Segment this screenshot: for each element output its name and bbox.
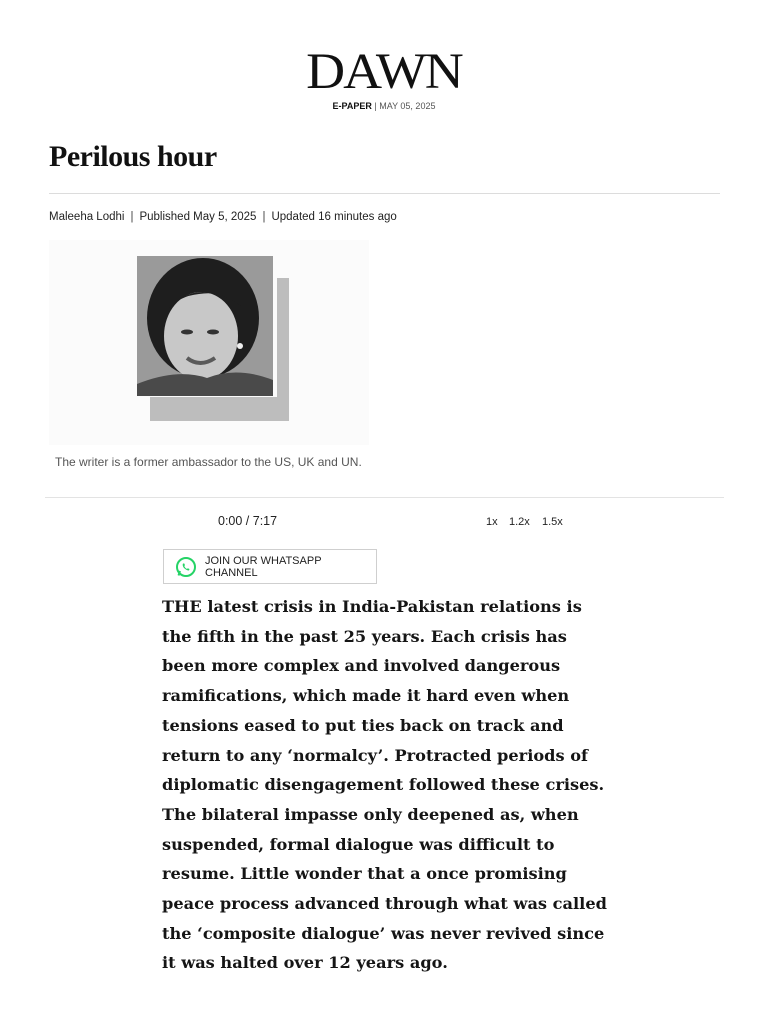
edition-line <box>0 101 768 111</box>
whatsapp-button-label: JOIN OUR WHATSAPP CHANNEL <box>205 554 322 579</box>
article-headline: Perilous hour <box>49 140 217 173</box>
edition-separator: | <box>374 101 377 111</box>
photo-shadow <box>150 397 289 421</box>
dawn-logo[interactable]: DAWN <box>306 42 462 100</box>
masthead <box>0 44 768 98</box>
article-body: THE latest crisis in India-Pakistan relations is the fifth in the past 25 years. Each crisis has been more complex and involved dangerous ramifications, which made it hard even when tensions eased to put ties back on track and return to any ‘normalcy’. Protracted periods of diplomatic disengagement followed these crises. The bilateral impasse only deepened as, when suspended, formal dialogue was difficult to resume. Little wonder that a once promising peace process advanced through what was called the ‘composite dialogue’ was never revived since it was halted over 12 years ago. <box>162 597 607 973</box>
byline-separator: | <box>130 211 134 223</box>
updated-time: Updated 16 minutes ago <box>271 211 397 223</box>
published-date: Published May 5, 2025 <box>139 211 257 223</box>
author-portrait-image <box>137 256 273 396</box>
author-photo <box>137 256 273 396</box>
whatsapp-channel-button[interactable] <box>163 549 377 584</box>
headline-divider <box>49 193 720 194</box>
edition-date: MAY 05, 2025 <box>379 101 436 111</box>
byline <box>49 211 397 223</box>
speed-1x-button[interactable]: 1x <box>486 516 498 528</box>
speed-1-2x-button[interactable]: 1.2x <box>509 516 530 528</box>
whatsapp-icon <box>175 556 197 578</box>
author-name[interactable]: Maleeha Lodhi <box>49 211 125 223</box>
caption-divider <box>45 497 724 498</box>
photo-caption: The writer is a former ambassador to the US, UK and UN. <box>55 455 362 469</box>
edition-label: E-PAPER <box>332 101 372 111</box>
audio-time: 0:00 / 7:17 <box>218 514 278 528</box>
byline-separator: | <box>262 211 266 223</box>
speed-1-5x-button[interactable]: 1.5x <box>542 516 563 528</box>
